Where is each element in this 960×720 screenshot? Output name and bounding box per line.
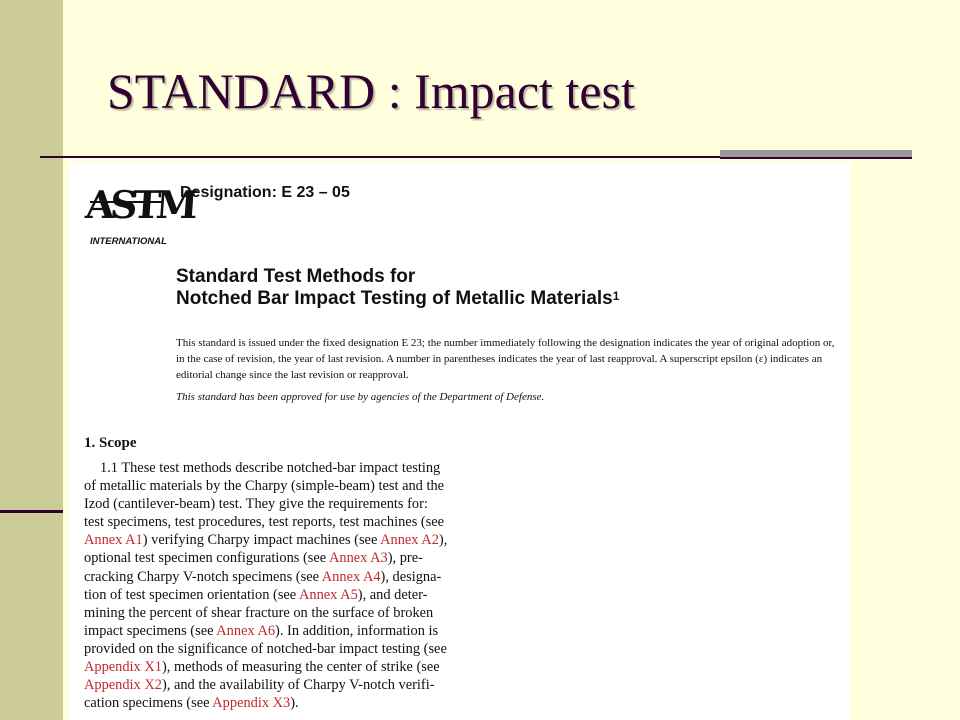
scope-line: Annex A1) verifying Charpy impact machines (see Annex A2), <box>84 532 448 549</box>
standard-document-image <box>70 162 850 720</box>
astm-logo-icon <box>84 172 195 247</box>
scope-line: test specimens, test procedures, test reports, test machines (see <box>84 514 445 531</box>
appendix-x2-link[interactable]: Appendix X2 <box>84 677 162 694</box>
scope-line: Izod (cantilever-beam) test. They give the requirements for: <box>84 496 428 513</box>
annex-a6-link[interactable]: Annex A6 <box>216 622 276 639</box>
scope-line: of metallic materials by the Charpy (simple-beam) test and the <box>84 478 445 495</box>
scope-line: provided on the significance of notched-bar impact testing (see <box>84 640 447 657</box>
issued-note: This standard is issued under the fixed designation E 23; the number immediately following the designation indicates the year of original adoption or, in the case of revision, the year of last revision. A number in parentheses indicates the year of last reapproval. A superscript epsilon (ε) indicates an editorial change since the last revision or reapproval. <box>176 337 835 381</box>
document-title-line2: Notched Bar Impact Testing of Metallic Materials <box>176 288 613 309</box>
side-bar <box>0 0 63 720</box>
scope-paragraph <box>84 459 490 712</box>
scope-line: 1.1 These test methods describe notched-bar impact testing <box>100 460 441 476</box>
scope-heading: 1. Scope <box>84 435 137 451</box>
scope-line: Appendix X2), and the availability of Charpy V-notch verifi- <box>84 677 435 694</box>
scope-line: tion of test specimen orientation (see Annex A5), and deter- <box>84 586 428 603</box>
appendix-x1-link[interactable]: Appendix X1 <box>84 659 162 676</box>
appendix-x3-link[interactable]: Appendix X3 <box>212 695 291 712</box>
slide-title: STANDARD : Impact test <box>107 63 635 119</box>
scope-line: cation specimens (see Appendix X3). <box>84 695 299 712</box>
side-bar-divider <box>0 510 63 513</box>
scope-line: cracking Charpy V-notch specimens (see Annex A4), designa- <box>84 568 442 585</box>
approval-note: This standard has been approved for use by agencies of the Department of Defense. <box>176 391 545 403</box>
annex-a5-link[interactable]: Annex A5 <box>299 586 358 603</box>
annex-a4-link[interactable]: Annex A4 <box>321 568 381 585</box>
scope-line: mining the percent of shear fracture on the surface of broken <box>84 604 434 621</box>
title-footnote-marker: 1 <box>612 289 620 303</box>
document-title <box>176 266 619 310</box>
astm-logo-letters: ASTM <box>84 182 195 227</box>
title-rule-accent <box>720 150 912 157</box>
designation: Designation: E 23 – 05 <box>180 184 350 201</box>
document-title-line1: Standard Test Methods for <box>176 266 416 287</box>
annex-a3-link[interactable]: Annex A3 <box>328 550 388 567</box>
annex-a1-link[interactable]: Annex A1 <box>84 532 143 549</box>
annex-a2-link[interactable]: Annex A2 <box>380 532 439 549</box>
title-rule-accent-line <box>720 157 912 159</box>
scope-line: Appendix X1), methods of measuring the center of strike (see <box>84 659 440 676</box>
astm-logo-label: INTERNATIONAL <box>90 236 167 247</box>
scope-line: optional test specimen configurations (see Annex A3), pre- <box>84 550 423 567</box>
scope-line: impact specimens (see Annex A6). In addition, information is <box>84 622 439 639</box>
title-rule <box>40 156 720 158</box>
